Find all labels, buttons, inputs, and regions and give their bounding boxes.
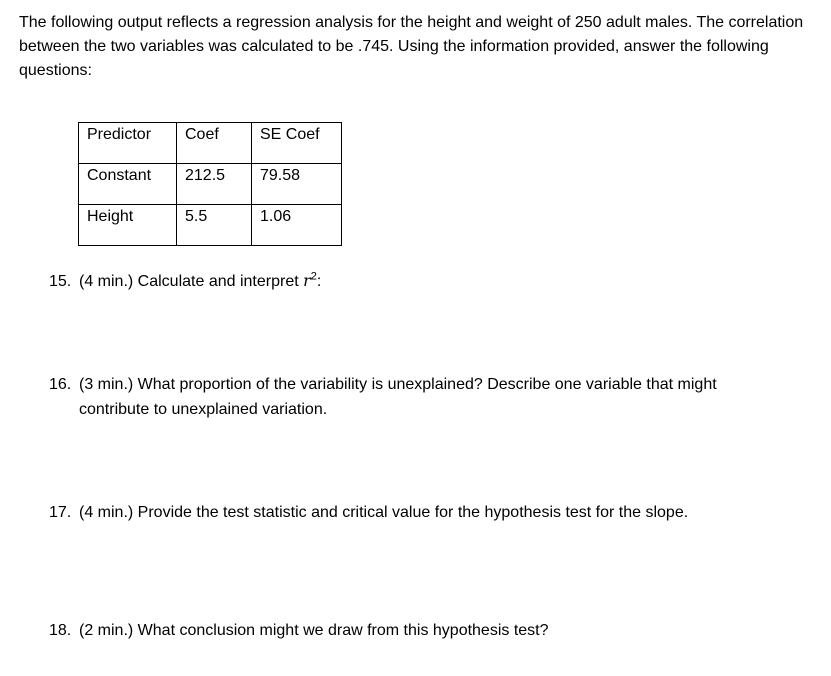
table-header-row bbox=[79, 123, 342, 164]
question-16 bbox=[49, 372, 789, 422]
cell-predictor: Height bbox=[79, 205, 177, 246]
question-17 bbox=[49, 500, 789, 525]
question-number: 15. bbox=[49, 273, 72, 290]
question-number: 17. bbox=[49, 504, 72, 521]
question-number: 16. bbox=[49, 376, 72, 393]
header-se-coef: SE Coef bbox=[252, 123, 342, 164]
question-text: (4 min.) Calculate and interpret bbox=[79, 273, 304, 290]
exponent: 2 bbox=[310, 270, 317, 283]
table-row bbox=[79, 205, 342, 246]
question-number: 18. bbox=[49, 622, 72, 639]
intro-paragraph: The following output reflects a regression analysis for the height and weight of 250 adult males. The correlation between the two variables was calculated to be .745. Using the information provided, answer the following questions: bbox=[19, 14, 804, 79]
r-variable: r bbox=[303, 271, 311, 290]
question-text: (4 min.) Provide the test statistic and critical value for the hypothesis test for the slope. bbox=[79, 504, 689, 521]
question-text-line2: contribute to unexplained variation. bbox=[79, 401, 328, 418]
cell-se-coef: 1.06 bbox=[252, 205, 342, 246]
cell-se-coef: 79.58 bbox=[252, 164, 342, 205]
cell-predictor: Constant bbox=[79, 164, 177, 205]
header-coef: Coef bbox=[177, 123, 252, 164]
question-18 bbox=[49, 618, 789, 643]
table-row bbox=[79, 164, 342, 205]
regression-table bbox=[78, 122, 342, 246]
header-predictor: Predictor bbox=[79, 123, 177, 164]
question-colon: : bbox=[316, 273, 322, 290]
question-15 bbox=[49, 268, 789, 294]
question-text: (2 min.) What conclusion might we draw from this hypothesis test? bbox=[79, 622, 549, 639]
cell-coef: 5.5 bbox=[177, 205, 252, 246]
question-text-line1: (3 min.) What proportion of the variability is unexplained? Describe one variable that might bbox=[79, 376, 717, 393]
cell-coef: 212.5 bbox=[177, 164, 252, 205]
